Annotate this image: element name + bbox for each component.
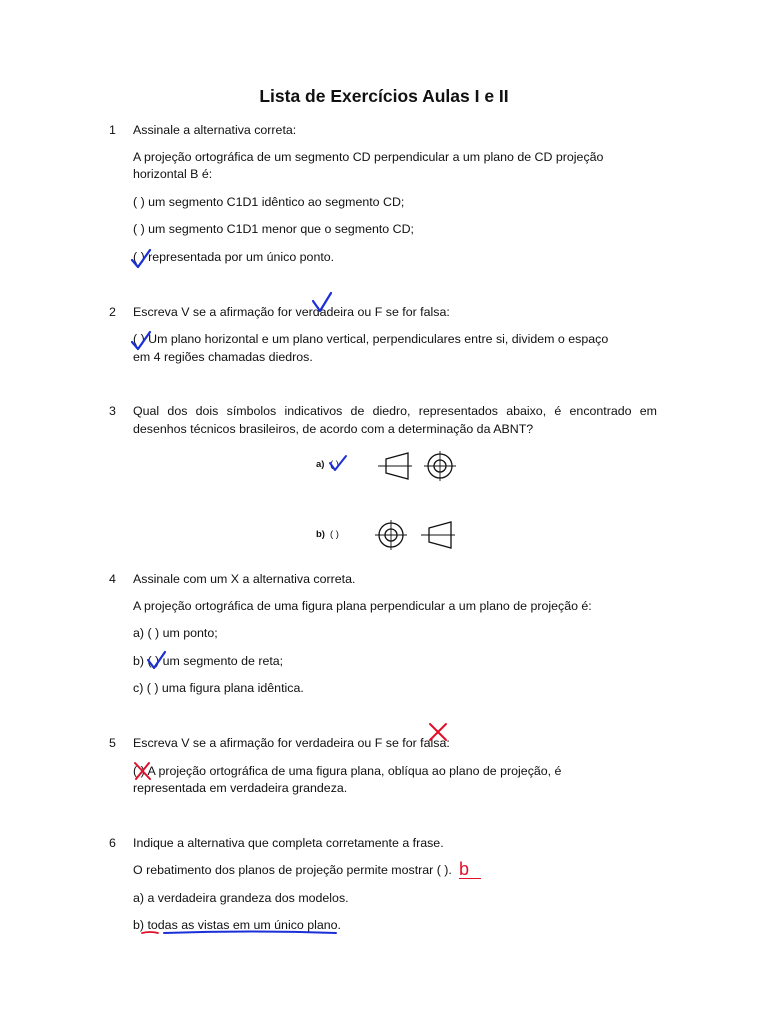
question-3-option-b-paren: ( ) <box>330 529 339 540</box>
question-3-option-a-paren: ( ) <box>330 459 339 470</box>
question-3-option-a-label: a) <box>316 459 325 470</box>
question-1-text-line1: A projeção ortográfica de um segmento CD perpendicular a um plano de CD projeção <box>133 150 604 164</box>
question-6-prompt: Indique a alternativa que completa corretamente a frase. <box>133 836 444 850</box>
question-4-option-a: a) ( ) um ponto; <box>133 626 218 640</box>
question-1-option-b: ( ) um segmento C1D1 menor que o segmento CD; <box>133 222 414 236</box>
x-mark-icon <box>428 722 448 742</box>
question-1-prompt: Assinale a alternativa correta: <box>133 123 297 137</box>
question-6-sentence: O rebatimento dos planos de projeção permite mostrar ( ). <box>133 863 452 877</box>
checkmark-icon <box>146 651 168 671</box>
question-1-number: 1 <box>109 123 116 137</box>
question-3-text-line1: Qual dos dois símbolos indicativos de diedro, representados abaixo, é encontrado em <box>133 404 657 418</box>
question-4-text: A projeção ortográfica de uma figura plana perpendicular a um plano de projeção é: <box>133 599 592 613</box>
first-angle-symbol-icon <box>378 450 462 482</box>
question-4-prompt: Assinale com um X a alternativa correta. <box>133 572 356 586</box>
question-1-option-c: ( ) representada por um único ponto. <box>133 250 335 264</box>
question-3-number: 3 <box>109 404 116 418</box>
checkmark-icon <box>130 249 152 271</box>
question-5-number: 5 <box>109 736 116 750</box>
page-title: Lista de Exercícios Aulas I e II <box>259 86 509 106</box>
question-3-text-line2: desenhos técnicos brasileiros, de acordo com a determinação da ABNT? <box>133 422 534 436</box>
question-2-number: 2 <box>109 305 116 319</box>
handwritten-underline <box>140 929 340 937</box>
question-4-option-b: b) ( ) um segmento de reta; <box>133 654 284 668</box>
question-3-option-b-label: b) <box>316 529 325 540</box>
checkmark-icon <box>328 455 348 473</box>
question-6-option-a: a) a verdadeira grandeza dos modelos. <box>133 891 349 905</box>
question-1-text-line2: horizontal B é: <box>133 167 213 181</box>
question-2-statement-line1: ( ) Um plano horizontal e um plano vertical, perpendiculares entre si, dividem o espaço <box>133 332 609 346</box>
question-5-statement-line1: ( ) A projeção ortográfica de uma figura plana, oblíqua ao plano de projeção, é <box>133 764 562 778</box>
question-2-statement-line2: em 4 regiões chamadas diedros. <box>133 350 313 364</box>
checkmark-icon <box>311 292 333 314</box>
question-4-option-c: c) ( ) uma figura plana idêntica. <box>133 681 304 695</box>
question-6-number: 6 <box>109 836 116 850</box>
question-5-prompt: Escreva V se a afirmação for verdadeira ou F se for falsa: <box>133 736 450 750</box>
checkmark-icon <box>130 331 152 353</box>
question-5-statement-line2: representada em verdadeira grandeza. <box>133 781 348 795</box>
handwritten-answer: b <box>459 859 470 879</box>
question-2-prompt: Escreva V se a afirmação for verdadeira ou F se for falsa: <box>133 305 450 319</box>
answer-underline <box>459 878 481 879</box>
x-mark-icon <box>133 762 153 780</box>
question-4-number: 4 <box>109 572 116 586</box>
third-angle-symbol-icon <box>375 519 459 551</box>
question-1-option-a: ( ) um segmento C1D1 idêntico ao segmento CD; <box>133 195 405 209</box>
question-6-option-b: b) todas as vistas em um único plano. <box>133 918 341 932</box>
